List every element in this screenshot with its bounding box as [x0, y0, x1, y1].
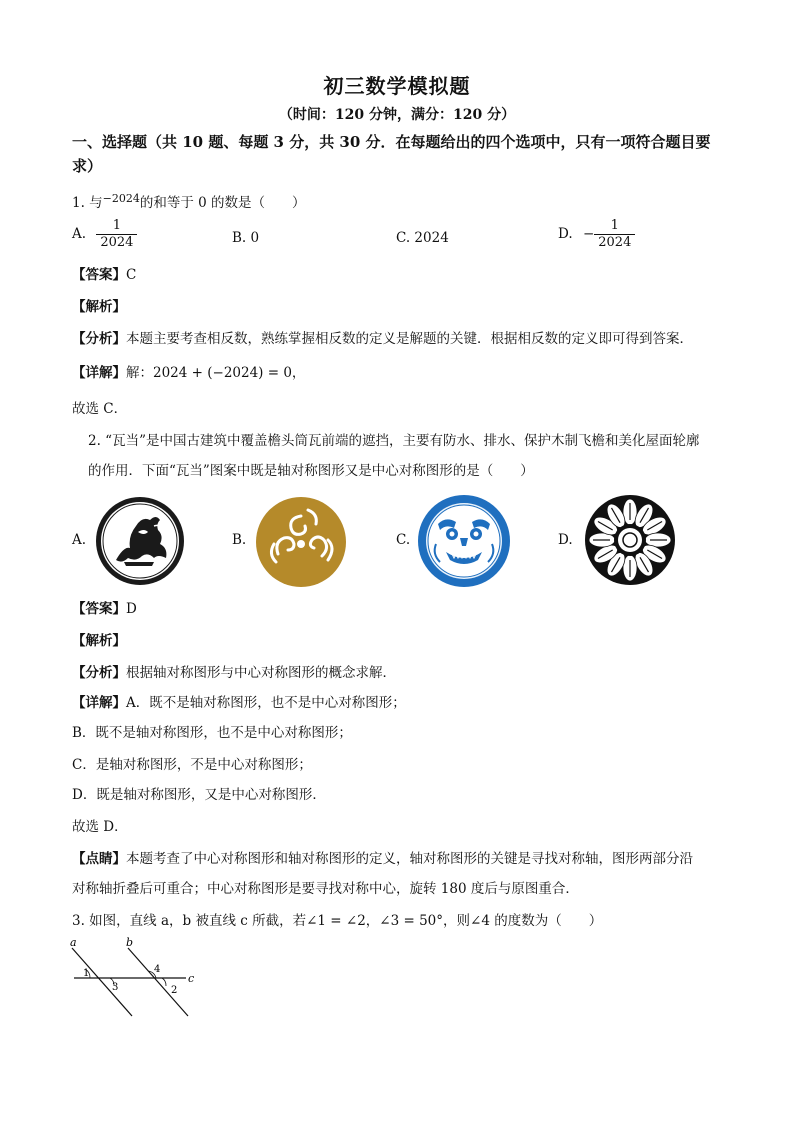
tile-cloud-image [254, 496, 348, 588]
q1-option-d-fraction: $\frac{1}{2024}$ [594, 218, 635, 251]
q2-xiangjie-d: D．既是轴对称图形，又是中心对称图形． [72, 787, 326, 803]
q1-fenxi: 【分析】本题主要考查相反数，熟练掌握相反数的定义是解题的关键．根据相反数的定义即可得到答案． [72, 331, 693, 347]
q3-figure [66, 936, 206, 1020]
question-3: 3. 如图，直线 a，b 被直线 c 所截，若∠1 = ∠2，∠3 = 50°，则∠4 的度数为（ ） [72, 913, 603, 929]
q1-jiexi: 【解析】 [72, 299, 126, 315]
question-1: 1. 与$^{-2024}$的和等于 0 的数是（ ） [72, 192, 306, 211]
q2-dianjing: 【点睛】本题考查了中心对称图形和轴对称图形的定义，轴对称图形的关键是寻找对称轴，图形两部分沿 [72, 851, 693, 867]
q3-label-a: a [70, 936, 77, 949]
tile-face-image [416, 494, 512, 588]
q2-jiexi: 【解析】 [72, 633, 126, 649]
q1-answer: 【答案】C [72, 267, 137, 283]
q1-guxuan: 故选 C． [72, 401, 128, 417]
q2-xiangjie-c: C．是轴对称图形，不是中心对称图形； [72, 757, 312, 773]
q1-number: −2024 [102, 192, 140, 205]
q1-option-c: C. 2024 [396, 230, 449, 246]
q1-option-d: D. − $\frac{1}{2024}$ [558, 218, 635, 251]
q2-dianjing-2: 对称轴折叠后可重合；中心对称图形是要寻找对称中心，旋转 180 度后与原图重合． [72, 881, 579, 897]
q2-xiangjie: 【详解】A．既不是轴对称图形，也不是中心对称图形； [72, 695, 406, 711]
q1-option-a-fraction: $\frac{1}{2024}$ [96, 218, 137, 251]
q2-guxuan: 故选 D． [72, 819, 128, 835]
page-title: 初三数学模拟题 [323, 74, 471, 98]
question-2-line2: 的作用．下面“瓦当”图案中既是轴对称图形又是中心对称图形的是（ ） [88, 463, 534, 479]
section-heading: 一、选择题（共 10 题、每题 3 分，共 30 分．在每题给出的四个选项中，只有一项符合题目要求） [72, 133, 711, 175]
tile-beast-image [94, 496, 186, 586]
tile-rosette-image [584, 494, 676, 586]
q3-label-b: b [126, 936, 134, 949]
question-2-line1: 2. “瓦当”是中国古建筑中覆盖檐头筒瓦前端的遮挡，主要有防水、排水、保护木制飞檐和美化屋面轮廓 [88, 433, 700, 449]
q2-option-c-label: C. [396, 532, 411, 548]
q1-xiangjie: 【详解】解：2024 + (−2024) = 0， [72, 365, 306, 381]
q2-xiangjie-b: B．既不是轴对称图形，也不是中心对称图形； [72, 725, 352, 741]
q2-option-d-label: D. [558, 532, 573, 548]
page-subtitle: （时间：120 分钟，满分：120 分） [278, 107, 516, 123]
q2-fenxi: 【分析】根据轴对称图形与中心对称图形的概念求解． [72, 665, 396, 681]
q3-label-1: 1 [83, 968, 90, 979]
q3-label-c: c [188, 972, 195, 985]
q3-label-2: 2 [171, 985, 178, 996]
q3-label-3: 3 [112, 982, 119, 993]
q1-option-a: A. $\frac{1}{2024}$ [72, 218, 137, 251]
q2-option-b-label: B. [232, 532, 247, 548]
q1-option-b: B. 0 [232, 230, 260, 246]
q2-answer: 【答案】D [72, 601, 137, 617]
q2-option-a-label: A. [72, 532, 87, 548]
q3-label-4: 4 [154, 964, 161, 975]
